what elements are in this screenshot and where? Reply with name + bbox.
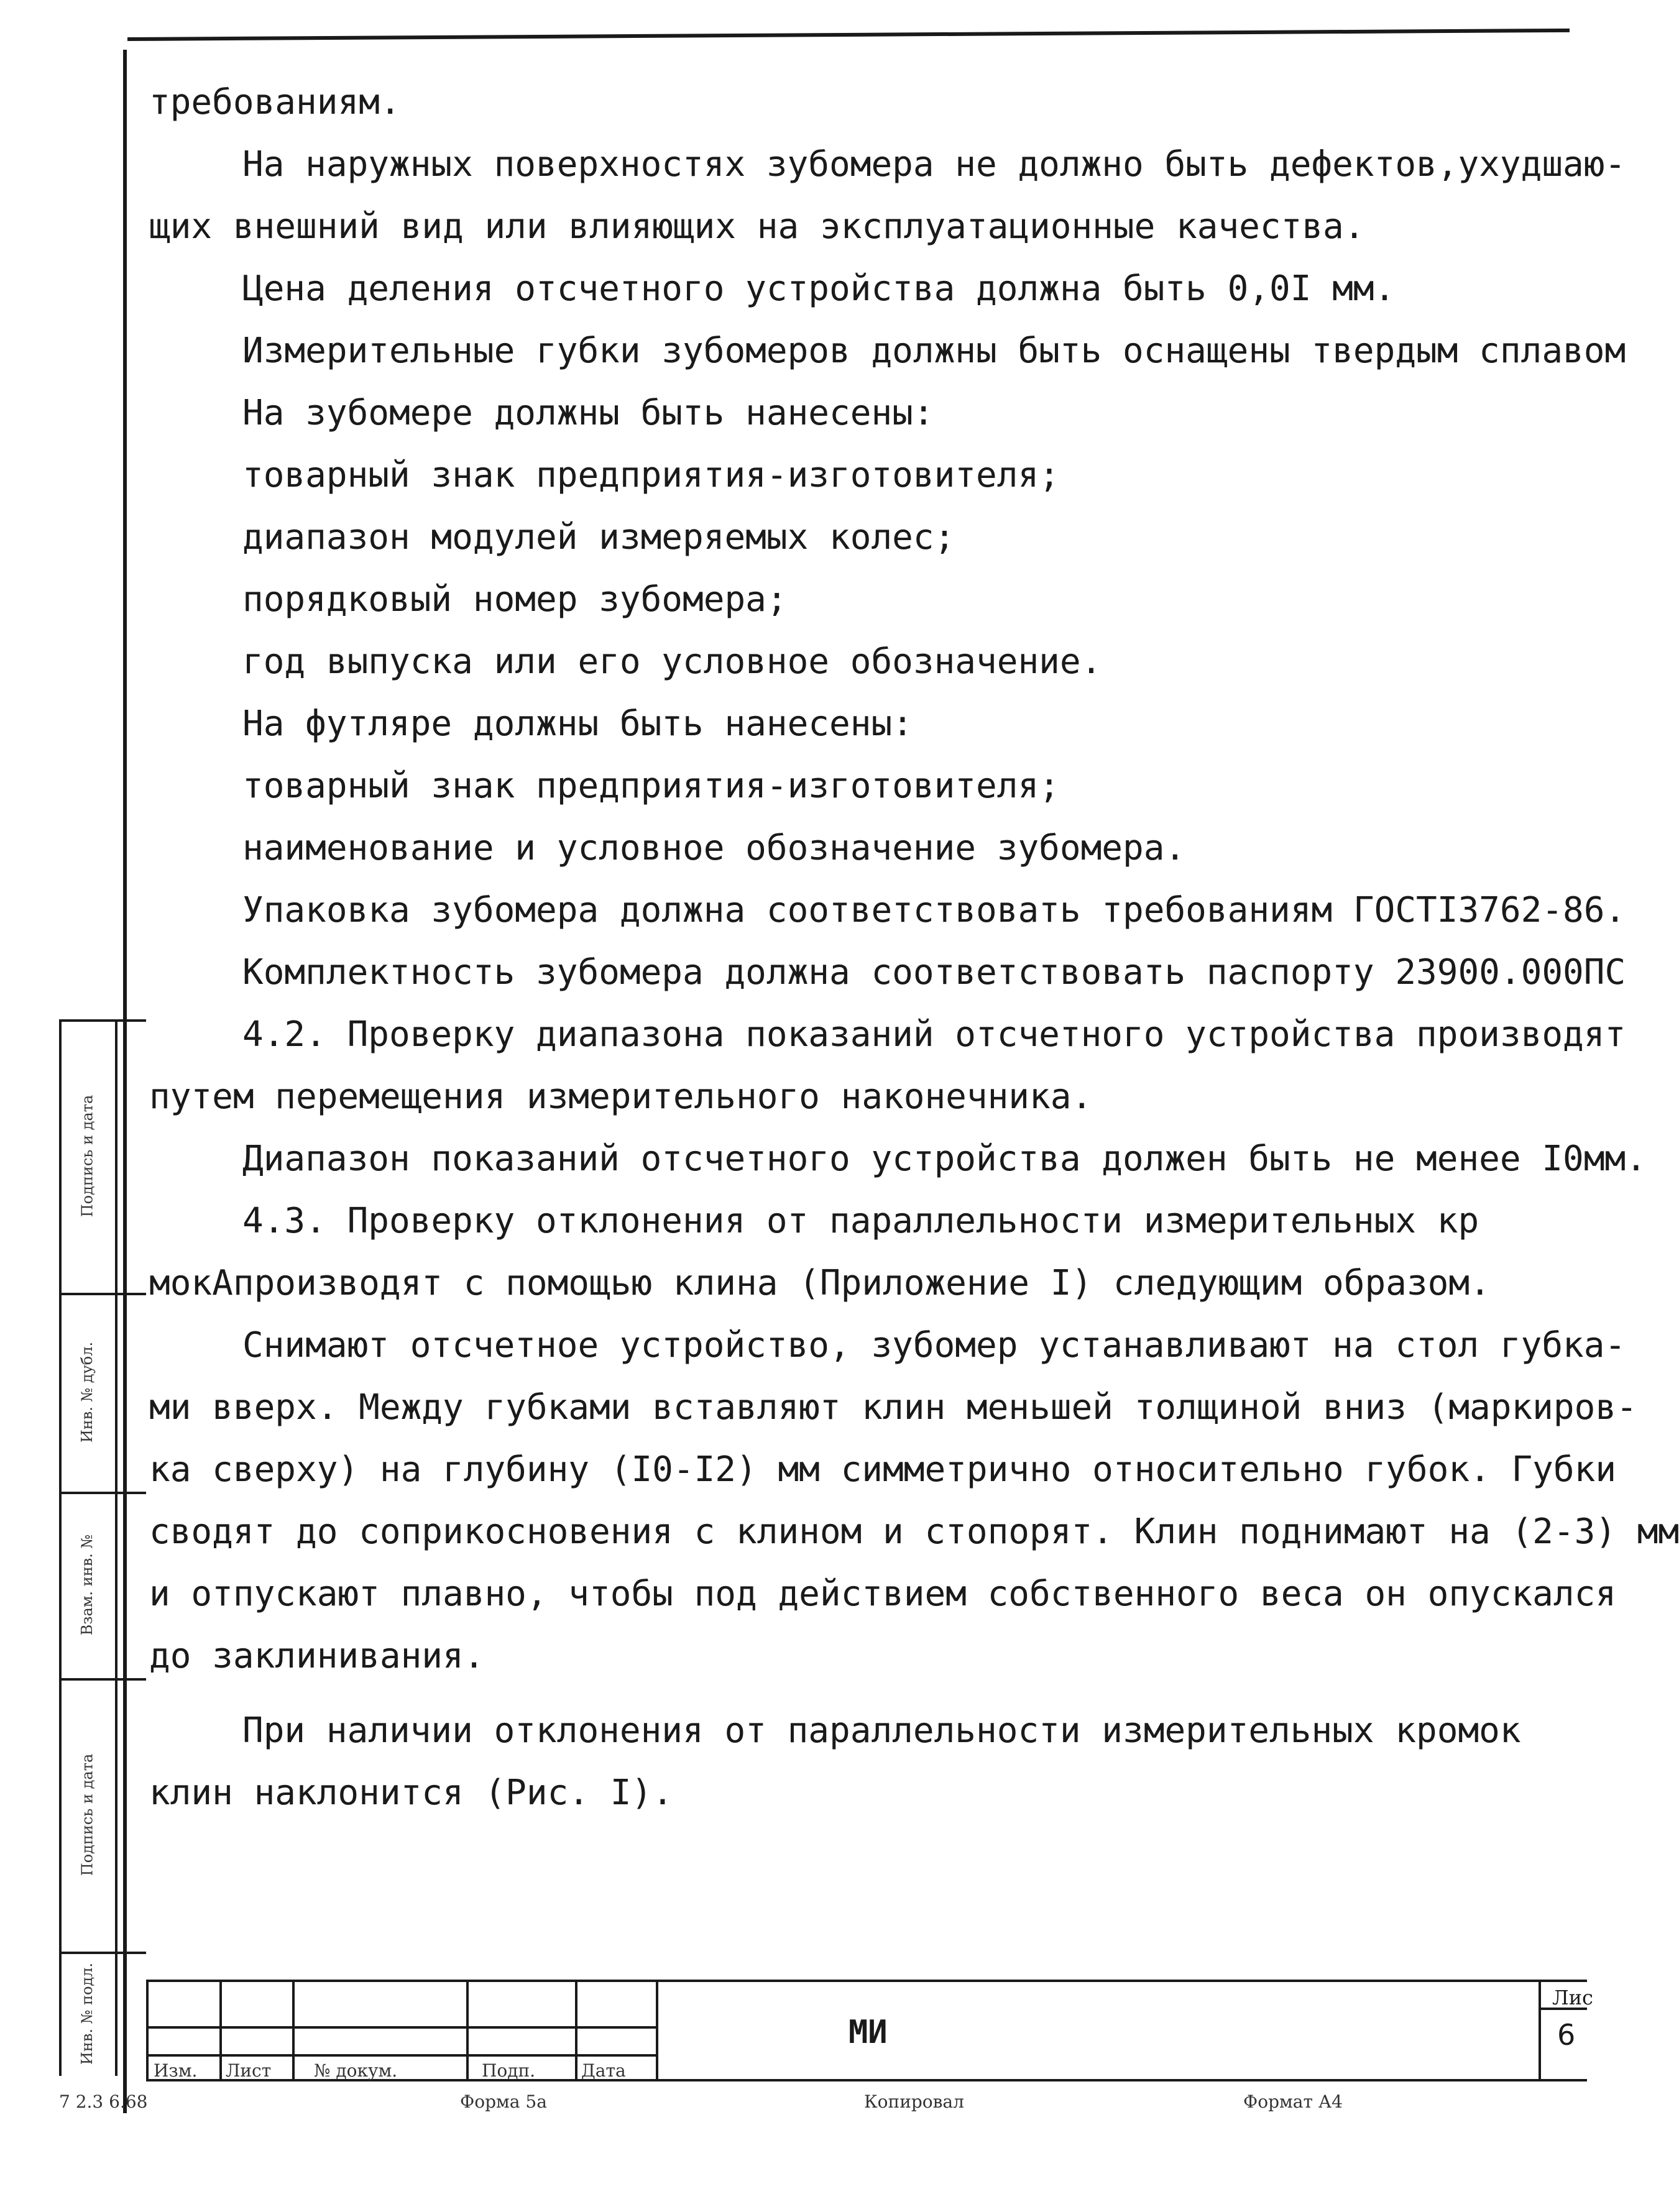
text-line: ми вверх. Между губками вставляют клин меньшей толщиной вниз (маркиров- (149, 1387, 1637, 1428)
stamp-line (219, 1980, 222, 2081)
text-line: требованиям. (149, 82, 401, 122)
text-line: Диапазон показаний отсчетного устройства должен быть не менее I0мм. (242, 1139, 1647, 1179)
sheet-number: 6 (1557, 2018, 1576, 2052)
stamp-line (466, 1980, 469, 2081)
stamp-line (146, 2054, 656, 2057)
text-line: Упаковка зубомера должна соответствовать требованиям ГОСТI3762-86. (242, 890, 1626, 930)
text-line: год выпуска или его условное обозначение. (242, 641, 1102, 682)
stamp-line (146, 2026, 656, 2029)
stamp-line (146, 1980, 149, 2081)
strip-line (115, 1019, 117, 2076)
inv-dubl-label: Инв. № дубл. (78, 1341, 96, 1443)
text-line: Цена деления отсчетного устройства должна быть 0,0I мм. (242, 268, 1396, 309)
stamp-line (656, 1980, 658, 2081)
text-line: товарный знак предприятия-изготовителя; (242, 455, 1060, 495)
footer-copied: Копировал (864, 2091, 964, 2112)
signature-date-label: Подпись и дата (78, 1753, 96, 1876)
stamp-line (575, 1980, 577, 2081)
text-line: Снимают отсчетное устройство, зубомер устанавливают на стол губка- (242, 1325, 1626, 1365)
stamp-col-doc: № докум. (314, 2060, 398, 2081)
text-line: до заклинивания. (149, 1636, 485, 1676)
footer-form: Форма 5а (460, 2091, 547, 2112)
stamp-line (1539, 1980, 1541, 2081)
text-line: мокАпроизводят с помощью клина (Приложение I) следующим образом. (149, 1263, 1491, 1303)
signature-date-label: Подпись и дата (78, 1095, 96, 1218)
title-block (146, 1980, 1593, 2082)
stamp-line (146, 1980, 1587, 1982)
text-line: На зубомере должны быть нанесены: (242, 393, 934, 433)
stamp-col-list: Лист (226, 2060, 272, 2081)
text-line: диапазон модулей измеряемых колес; (242, 517, 955, 558)
text-line: товарный знак предприятия-изготовителя; (242, 766, 1060, 806)
text-line: и отпускают плавно, чтобы под действием собственного веса он опускался (149, 1574, 1617, 1614)
text-line: На футляре должны быть нанесены: (242, 704, 913, 744)
footer-format: Формат А4 (1243, 2091, 1343, 2112)
text-line: На наружных поверхностях зубомера не должно быть дефектов,ухудшаю- (242, 144, 1626, 185)
text-line: Измерительные губки зубомеров должны быть оснащены твердым сплавом (242, 331, 1626, 371)
vzam-inv-cell (59, 1492, 115, 1678)
vzam-inv-label: Взам. инв. № (78, 1534, 96, 1636)
stamp-col-data: Дата (581, 2060, 626, 2081)
text-line: клин наклонится (Рис. I). (149, 1773, 673, 1813)
page-top-border (127, 29, 1570, 41)
inv-podl-cell (59, 1952, 115, 2076)
stamp-col-podp: Подп. (482, 2060, 536, 2081)
sheet-label: Лис (1552, 1986, 1593, 2009)
stamp-line (292, 1980, 295, 2081)
signature-date-cell (59, 1019, 115, 1293)
footer-form-code: 7 2.3 6.68 (59, 2091, 148, 2112)
text-line: порядковый номер зубомера; (242, 579, 788, 620)
document-body (149, 71, 1679, 1824)
stamp-col-izm: Изм. (154, 2060, 198, 2081)
text-line: 4.3. Проверку отклонения от параллельности измерительных кр (242, 1201, 1479, 1241)
text-line: щих внешний вид или влияющих на эксплуатационные качества. (149, 206, 1365, 247)
text-line: сводят до соприкосновения с клином и стопорят. Клин поднимают на (2-3) мм (149, 1512, 1679, 1552)
binding-strip (59, 1019, 146, 2076)
text-line: ка сверху) на глубину (I0-I2) мм симметрично относительно губок. Губки (149, 1449, 1617, 1490)
inv-podl-label: Инв. № подл. (78, 1962, 96, 2065)
document-code: МИ (849, 2014, 888, 2051)
inv-dubl-cell (59, 1293, 115, 1492)
text-line: наименование и условное обозначение зубомера. (242, 828, 1186, 868)
text-line: путем перемещения измерительного наконечника. (149, 1076, 1093, 1117)
signature-date-cell-bottom (59, 1678, 115, 1952)
text-line: При наличии отклонения от параллельности измерительных кромок (242, 1710, 1521, 1751)
text-line: Комплектность зубомера должна соответствовать паспорту 23900.000ПС (242, 952, 1626, 993)
text-line: 4.2. Проверку диапазона показаний отсчетного устройства производят (242, 1014, 1626, 1055)
